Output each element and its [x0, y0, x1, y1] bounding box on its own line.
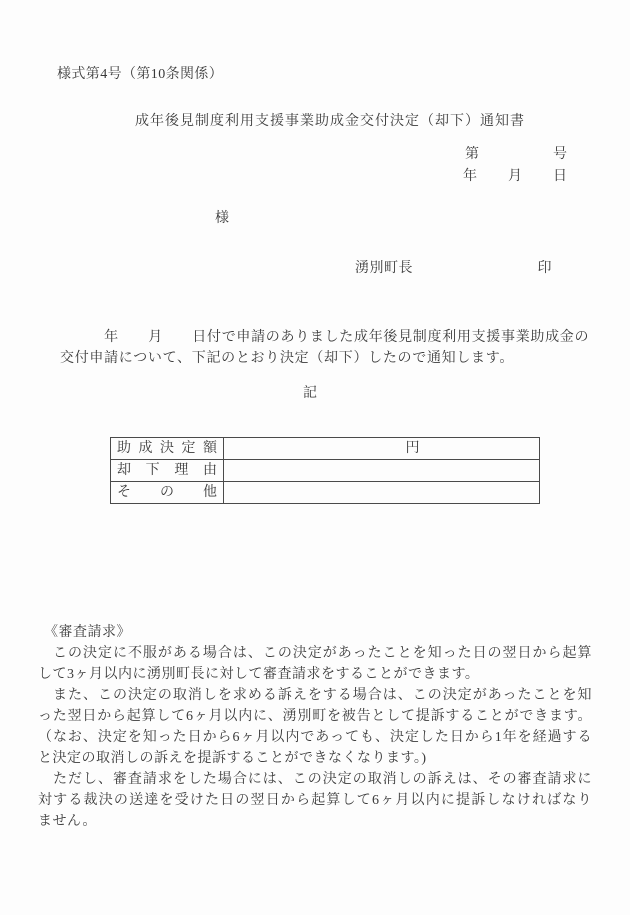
- appeal-line: この決定に不服がある場合は、この決定があったことを知った日の翌日から起算: [38, 646, 592, 661]
- table-row: [111, 460, 540, 482]
- table-value-grant-amount: 円: [224, 438, 540, 460]
- form-number: 様式第4号（第10条関係）: [57, 67, 224, 82]
- body-text-line-2: 交付申請について、下記のとおり決定（却下）したので通知します。: [60, 351, 515, 366]
- table-label-grant-amount: 助 成 決 定 額: [111, 438, 224, 460]
- issuer-title: 湧別町長: [355, 261, 413, 276]
- document-title: 成年後見制度利用支援事業助成金交付決定（却下）通知書: [135, 114, 525, 129]
- appeal-line: 対する裁決の送達を受けた日の翌日から起算して6ヶ月以内に提訴しなければなり: [38, 793, 592, 808]
- date-year-label: 年: [463, 169, 477, 184]
- grant-decision-table: [110, 437, 540, 504]
- appeal-notice-block: [38, 622, 592, 832]
- appeal-line: して3ヶ月以内に湧別町長に対して審査請求をすることができます。: [38, 667, 480, 682]
- appeal-line: （なお、決定を知った日から6ヶ月以内であっても、決定した日から1年を経過する: [38, 730, 592, 745]
- appeal-line: ません。: [38, 814, 97, 829]
- document-number-suffix: 号: [553, 147, 567, 162]
- table-value-other: [224, 482, 540, 504]
- addressee-honorific: 様: [215, 211, 229, 226]
- body-text-line-1: 年 月 日付で申請のありました成年後見制度利用支援事業助成金の: [60, 330, 590, 345]
- appeal-line: ただし、審査請求をした場合には、この決定の取消しの訴えは、その審査請求に: [38, 772, 592, 787]
- appeal-heading: 《審査請求》: [44, 625, 131, 640]
- seal-placeholder: 印: [537, 261, 552, 276]
- table-label-other: そ の 他: [111, 482, 224, 504]
- issuer-line: [355, 262, 552, 276]
- date-month-label: 月: [508, 169, 522, 184]
- issue-date-line: [463, 170, 567, 184]
- document-number-line: [465, 148, 567, 162]
- table-row: [111, 482, 540, 504]
- appeal-line: った翌日から起算して6ヶ月以内に、湧別町を被告として提訴することができます。: [38, 709, 592, 724]
- record-marker: 記: [303, 386, 317, 401]
- appeal-line: また、この決定の取消しを求める訴えをする場合は、この決定があったことを知: [38, 688, 592, 703]
- table-label-rejection-reason: 却 下 理 由: [111, 460, 224, 482]
- appeal-line: と決定の取消しの訴えを提訴することができなくなります。): [38, 751, 427, 766]
- document-number-prefix: 第: [465, 147, 479, 162]
- date-day-label: 日: [553, 169, 567, 184]
- table-row: [111, 438, 540, 460]
- table-value-rejection-reason: [224, 460, 540, 482]
